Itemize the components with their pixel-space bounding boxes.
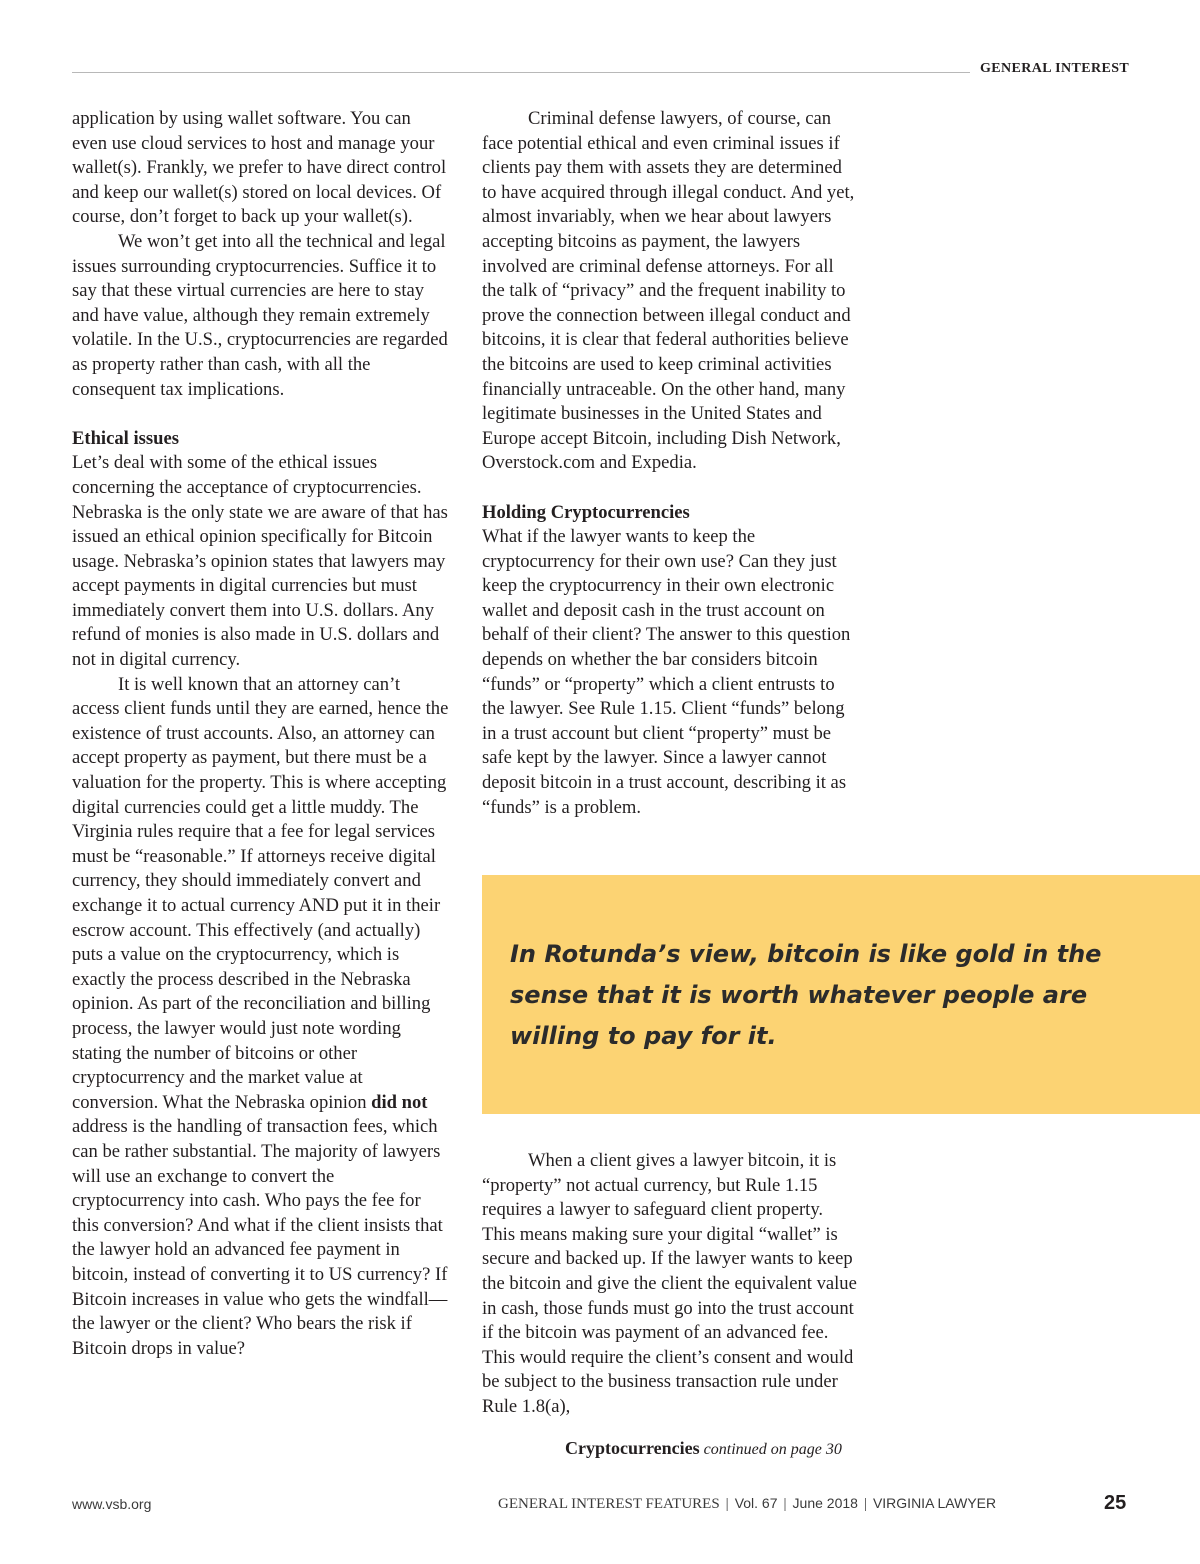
article-column-left <box>72 107 450 1361</box>
footer-volume: Vol. 67 <box>734 1495 778 1511</box>
section-label: GENERAL INTEREST <box>980 61 1130 76</box>
section-heading-ethical-issues: Ethical issues <box>72 427 179 449</box>
paragraph: We won’t get into all the technical and legal issues surrounding cryptocurrencies. Suffice it to say that these virtual currencies are here to stay and have value, although they remain extremely volatile. In the U.S., cryptocurrencies are regarded as property rather than cash, with all the consequent tax implications. <box>72 230 448 400</box>
footer-separator: | <box>725 1496 729 1512</box>
continued-page-ref: continued on page 30 <box>699 1441 842 1458</box>
continued-title: Cryptocurrencies <box>565 1438 700 1458</box>
page-number: 25 <box>1104 1492 1127 1514</box>
section-heading-holding-cryptocurrencies: Holding Cryptocurrencies <box>482 501 690 523</box>
emphasis-text: did not <box>371 1091 428 1113</box>
footer-separator: | <box>783 1496 787 1512</box>
pull-quote-box <box>482 875 1200 1114</box>
paragraph: Criminal defense lawyers, of course, can face potential ethical and even criminal issues if clients pay them with assets they are determined to have acquired through illegal conduct. And yet, almost invariably, when we hear about lawyers accepting bitcoins as payment, the lawyers involved are criminal defense attorneys. For all the talk of “privacy” and the frequent inability to prove the connection between illegal conduct and bitcoins, it is clear that federal authorities believe the bitcoins are used to keep criminal activities financially untraceable. On the other hand, many legitimate businesses in the United States and Europe accept Bitcoin, including Dish Network, Overstock.com and Expedia. <box>482 108 855 474</box>
paragraph: When a client gives a lawyer bitcoin, it is “property” not actual currency, but Rule 1.15 requires a lawyer to safeguard client property. This means making sure your digital “wallet” is secure and backed up. If the lawyer wants to keep the bitcoin and give the client the equivalent value in cash, those funds must go into the trust account if the bitcoin was payment of an advanced fee. This would require the client’s consent and would be subject to the business transaction rule under Rule 1.8(a), <box>482 1150 857 1417</box>
footer-date: June 2018 <box>792 1495 858 1511</box>
continued-notice <box>565 1436 842 1462</box>
paragraph <box>72 673 450 1362</box>
header-rule <box>72 72 970 73</box>
article-column-right-continued <box>482 1149 858 1420</box>
text-run: address is the handling of transaction fees, which can be rather substantial. The majority of lawyers will use an exchange to convert the cryptocurrency into cash. Who pays the fee for this conversion? And what if the client insists that the lawyer hold an advanced fee payment in bitcoin, instead of converting it to US currency? If Bitcoin increases in value who gets the windfall—the lawyer or the client? Who bears the risk if Bitcoin drops in value? <box>72 1116 448 1359</box>
footer-separator: | <box>863 1496 867 1512</box>
footer-url: www.vsb.org <box>72 1496 152 1512</box>
paragraph: Let’s deal with some of the ethical issues concerning the acceptance of cryptocurrencies. Nebraska is the only state we are aware of that has issued an ethical opinion specifically for Bitcoin usage. Nebraska’s opinion states that lawyers may accept payments in digital currencies but must immediately convert them into U.S. dollars. Any refund of monies is also made in U.S. dollars and not in digital currency. <box>72 452 448 671</box>
footer-section: GENERAL INTEREST FEATURES <box>498 1496 720 1512</box>
pull-quote-text: In Rotunda’s view, bitcoin is like gold in the sense that it is worth whatever people are willing to pay for it. <box>510 940 1102 1050</box>
footer-info <box>498 1495 996 1513</box>
article-column-right <box>482 107 858 820</box>
footer-publication: VIRGINIA LAWYER <box>872 1495 997 1511</box>
text-run: It is well known that an attorney can’t access client funds until they are earned, hence the existence of trust accounts. Also, an attorney can accept property as payment, but there must be a valuation for the property. This is where accepting digital currencies could get a little muddy. The Virginia rules require that a fee for legal services must be “reasonable.” If attorneys receive digital currency, they should immediately convert and exchange it to actual currency AND put it in their escrow account. This effectively (and actually) puts a value on the cryptocurrency, which is exactly the process described in the Nebraska opinion. As part of the reconciliation and billing process, the lawyer would just note wording stating the number of bitcoins or other cryptocurrency and the market value at conversion. What the Nebraska opinion <box>72 673 449 1113</box>
paragraph: What if the lawyer wants to keep the cryptocurrency for their own use? Can they just keep the cryptocurrency in their own electronic wallet and deposit cash in the trust account on behalf of their client? The answer to this question depends on whether the bar considers bitcoin “funds” or “property” which a client entrusts to the lawyer. See Rule 1.15. Client “funds” belong in a trust account but client “property” must be safe kept by the lawyer. Since a lawyer cannot deposit bitcoin in a trust account, describing it as “funds” is a problem. <box>482 526 851 818</box>
paragraph: application by using wallet software. You can even use cloud services to host and manage your wallet(s). Frankly, we prefer to have direct control and keep our wallet(s) stored on local devices. Of course, don’t forget to back up your wallet(s). <box>72 108 447 228</box>
